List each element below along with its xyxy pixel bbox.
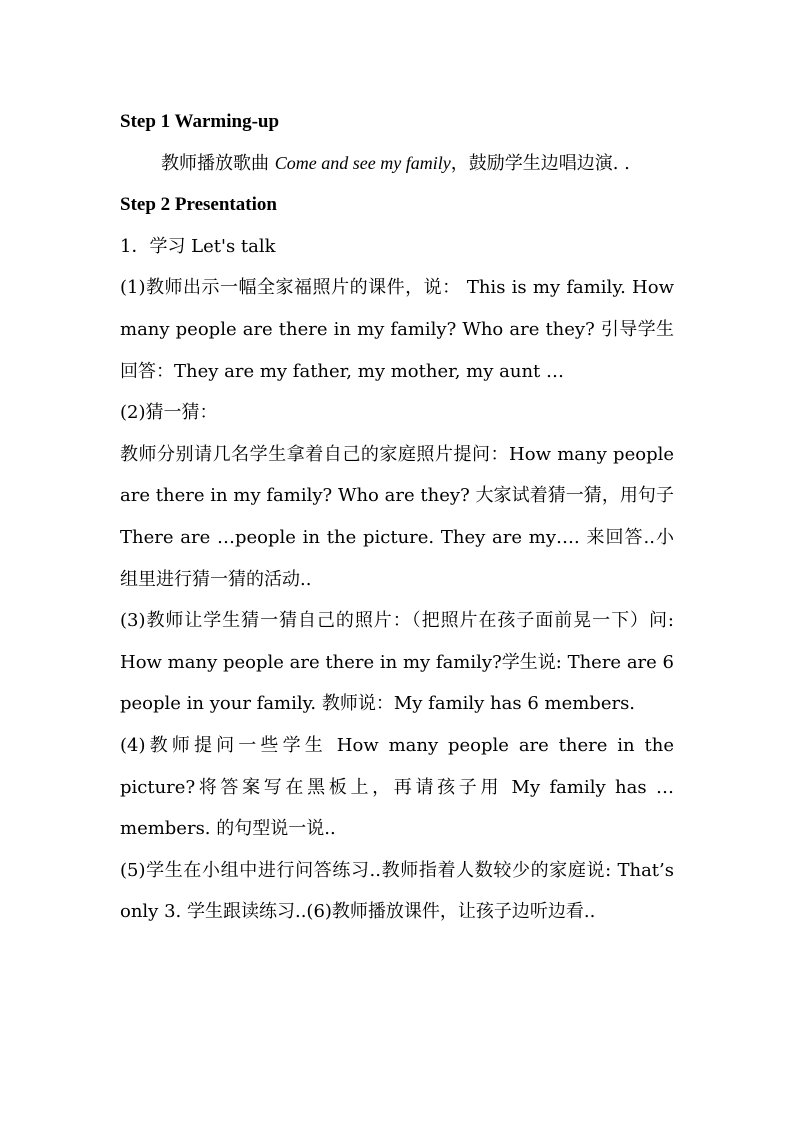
step2-paragraph-2-title: (2)猜一猜：	[120, 402, 218, 424]
step1-text-before: 教师播放歌曲	[161, 152, 275, 174]
step2-item1: 1．学习 Let's talk	[120, 235, 276, 257]
step1-text-after: ，鼓励学生边唱边演. .	[450, 152, 630, 174]
document-body	[120, 101, 674, 933]
step2-paragraph-2: 教师分别请几名学生拿着自己的家庭照片提问：How many people are there in my family? Who are they? 大家试着猜一猜，用句子 There are …people in the picture. They are my…. 来回答..小组里进行猜一猜的活动..	[120, 443, 674, 590]
step2-paragraph-5: (5)学生在小组中进行问答练习..教师指着人数较少的家庭说: That’s only 3. 学生跟读练习..(6)教师播放课件，让孩子边听边看..	[120, 859, 674, 923]
step2-paragraph-1: (1)教师出示一幅全家福照片的课件，说： This is my family. How many people are there in my family? Who are they? 引导学生回答：They are my father, my mother, my aunt …	[120, 277, 674, 382]
step2-heading: Step 2 Presentation	[120, 194, 277, 216]
step1-heading: Step 1 Warming-up	[120, 111, 280, 132]
step2-paragraph-4: (4)教师提问一些学生 How many people are there in the picture?将答案写在黑板上，再请孩子用 My family has … members. 的句型说一说..	[120, 734, 674, 840]
step2-paragraph-3: (3)教师让学生猜一猜自己的照片：（把照片在孩子面前晃一下）问: How many people are there in my family?学生说: There are 6 people in your family. 教师说：My family has 6 members.	[120, 610, 674, 715]
step1-paragraph	[120, 143, 674, 185]
song-title: Come and see my family	[274, 152, 451, 173]
